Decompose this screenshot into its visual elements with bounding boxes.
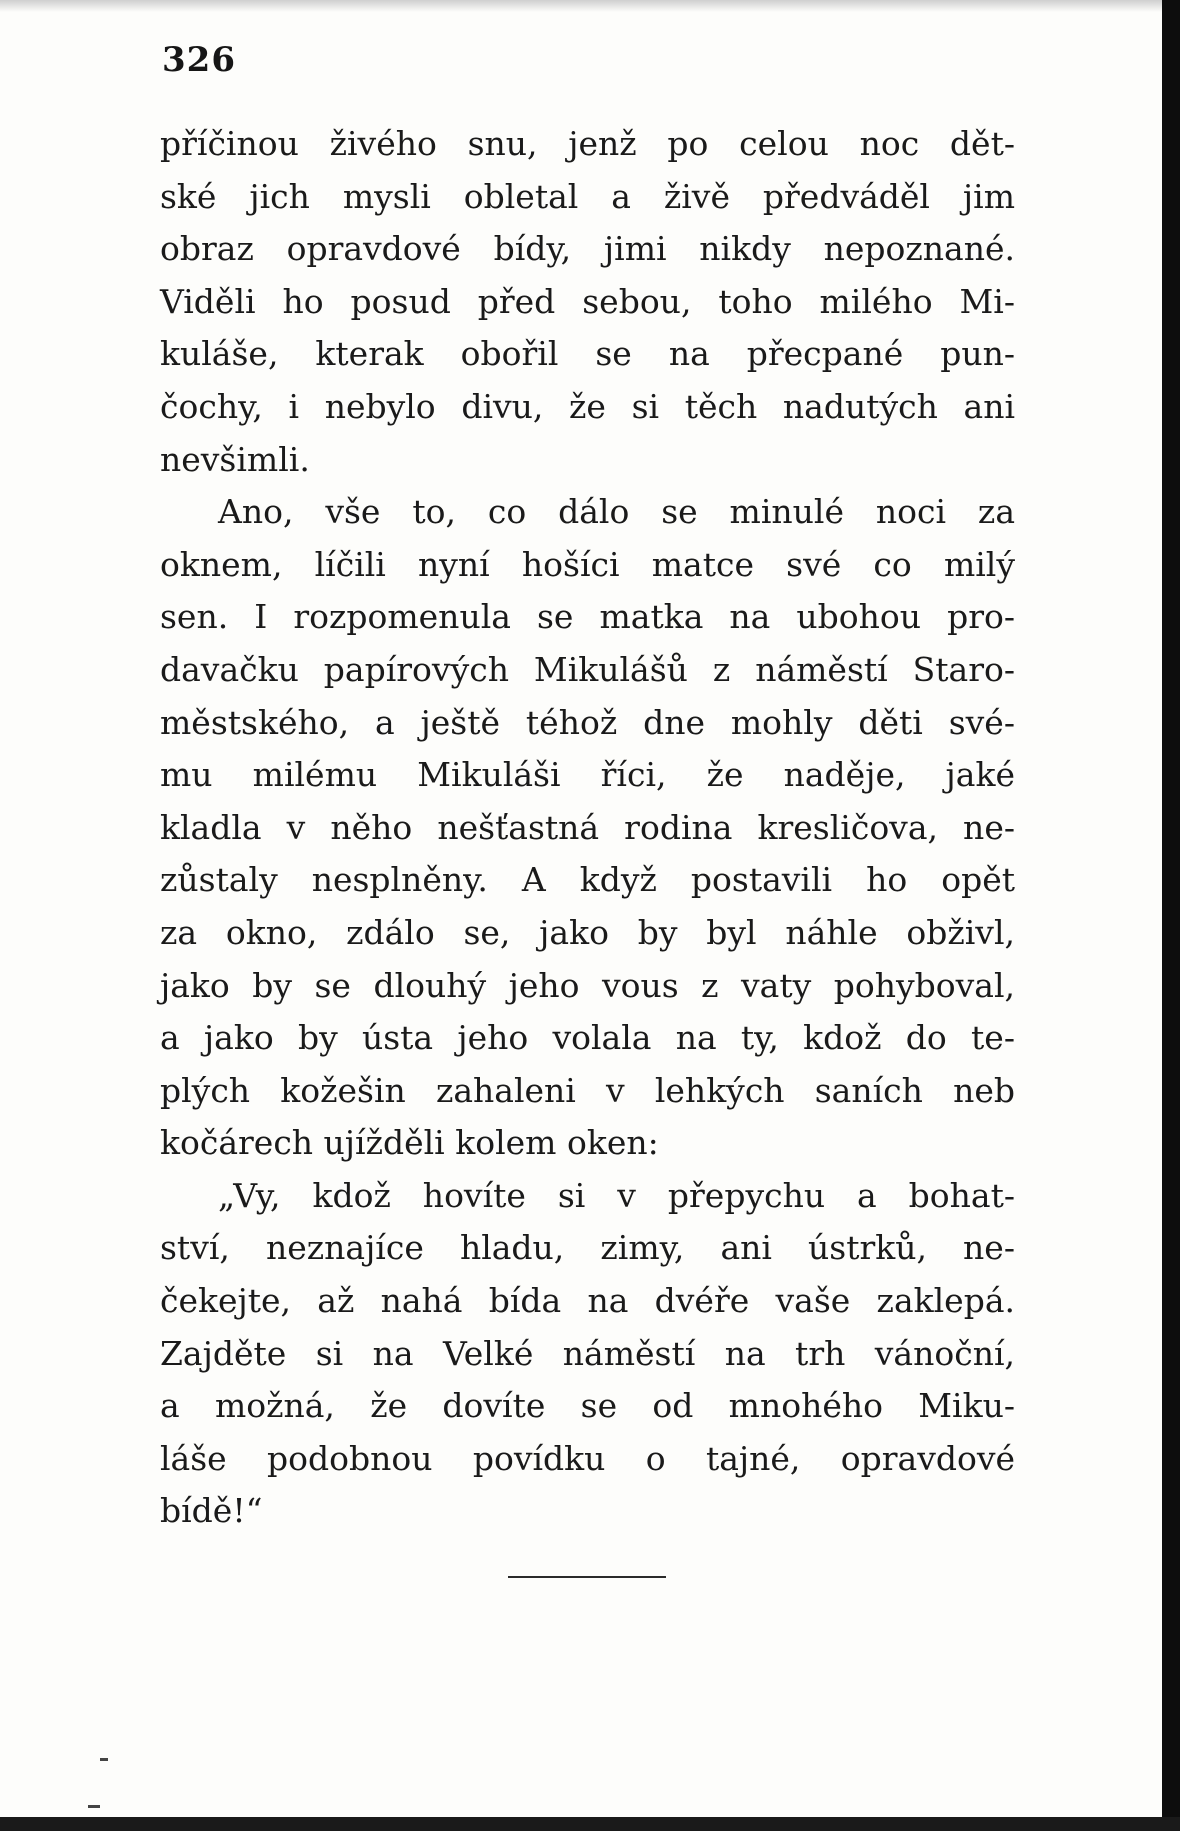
text-line: městského, a ještě téhož dne mohly děti své- xyxy=(160,702,1015,742)
text-line: a jako by ústa jeho volala na ty, kdož do te- xyxy=(160,1018,1015,1058)
paragraph-start-line: „Vy, kdož hovíte si v přepychu a bohat- xyxy=(218,1175,1015,1215)
text-line: Zajděte si na Velké náměstí na trh vánoční, xyxy=(160,1333,1015,1373)
text-line: obraz opravdové bídy, jimi nikdy nepoznané. xyxy=(160,229,1015,269)
text-line: čekejte, až nahá bída na dvéře vaše zaklepá. xyxy=(160,1281,1015,1321)
paragraph-end-line: kočárech ujížděli kolem oken: xyxy=(160,1123,659,1163)
text-line: kuláše, kterak obořil se na přecpané pun- xyxy=(160,334,1015,374)
scan-edge-right xyxy=(1162,0,1180,1831)
text-line: ské jich mysli obletal a živě předváděl jim xyxy=(160,176,1015,216)
text-line: kladla v něho nešťastná rodina kresličova, ne- xyxy=(160,807,1015,847)
text-line: za okno, zdálo se, jako by byl náhle obživl, xyxy=(160,912,1015,952)
text-line: mu milému Mikuláši říci, že naděje, jaké xyxy=(160,755,1015,795)
scan-edge-top xyxy=(0,0,1180,12)
text-line: láše podobnou povídku o tajné, opravdové xyxy=(160,1438,1015,1478)
text-line: zůstaly nesplněny. A když postavili ho opět xyxy=(160,860,1015,900)
text-line: plých kožešin zahaleni v lehkých saních neb xyxy=(160,1070,1015,1110)
end-rule xyxy=(508,1576,666,1578)
paragraph-end-line: bídě!“ xyxy=(160,1491,263,1531)
text-line: oknem, líčili nyní hošíci matce své co milý xyxy=(160,544,1015,584)
text-line: jako by se dlouhý jeho vous z vaty pohyboval, xyxy=(160,965,1015,1005)
text-line: čochy, i nebylo divu, že si těch nadutých ani xyxy=(160,386,1015,426)
scan-speck xyxy=(100,1758,108,1761)
body-text xyxy=(160,118,1015,1538)
page-number: 326 xyxy=(162,40,236,80)
text-line: sen. I rozpomenula se matka na ubohou pro- xyxy=(160,597,1015,637)
paragraph-end-line: nevšimli. xyxy=(160,439,310,479)
text-line: Viděli ho posud před sebou, toho milého Mi- xyxy=(160,281,1015,321)
scan-edge-bottom xyxy=(0,1817,1180,1831)
paragraph-start-line: Ano, vše to, co dálo se minulé noci za xyxy=(218,492,1015,532)
text-line: ství, neznajíce hladu, zimy, ani ústrků, ne- xyxy=(160,1228,1015,1268)
text-line: příčinou živého snu, jenž po celou noc dět- xyxy=(160,124,1015,163)
scan-speck xyxy=(88,1805,100,1808)
text-line: a možná, že dovíte se od mnohého Miku- xyxy=(160,1386,1015,1426)
text-line: davačku papírových Mikulášů z náměstí Staro- xyxy=(160,649,1015,689)
